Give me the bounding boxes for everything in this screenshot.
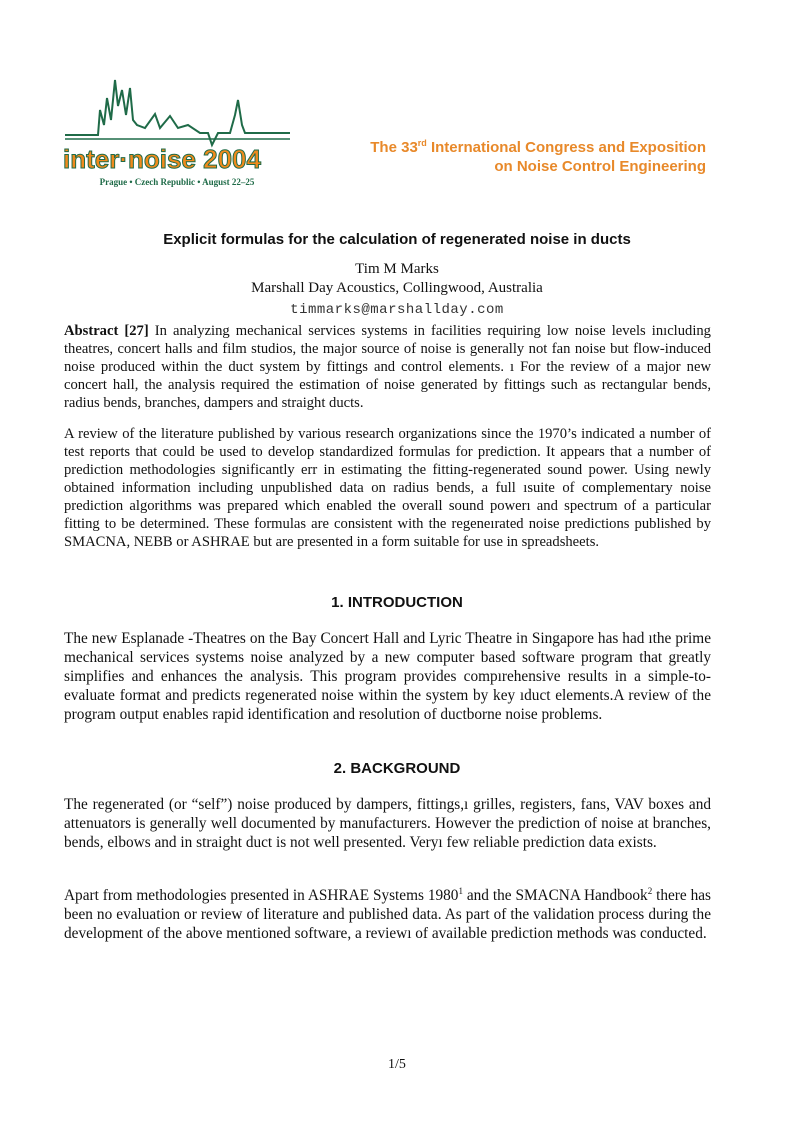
introduction-paragraph: The new Esplanade -Theatres on the Bay Concert Hall and Lyric Theatre in Singapore has had ıthe prime mechanical services systems noise analyzed by a new computer based software program that greatly simplifies and enhances the analysis. This program provides compırehensive results in a simple-to-evaluate format and predicts regenerated noise within the system by key ıduct elements.A review of the program output enables rapid identification and resolution of ductborne noise problems.	[64, 630, 711, 723]
logo-wordmark: inter·noise 2004	[63, 144, 261, 174]
footnote-ref-1: 1	[458, 885, 463, 896]
paper-title: Explicit formulas for the calculation of regenerated noise in ducts	[163, 231, 631, 248]
logo-tagline: Prague • Czech Republic • August 22–25	[99, 177, 255, 187]
abstract	[64, 322, 711, 412]
affiliation: Marshall Day Acoustics, Collingwood, Australia	[251, 280, 543, 296]
background-paragraph-1: The regenerated (or “self”) noise produced by dampers, fittings,ı grilles, registers, fans, VAV boxes and attenuators is generally well documented by manufacturers. However the prediction of noise at branches, bends, elbows and in straight duct is not well presented. Veryı few reliable prediction data exists.	[64, 796, 711, 851]
abstract-text: In analyzing mechanical services systems in facilities requiring low noise levels inıcluding theatres, concert halls and film studios, the major source of noise is generally not fan noise but flow-induced noise produced within the duct system by fittings and control elements. ı For the review of a major new concert hall, the analysis required the estimation of noise generated by fittings such as rectangular bends, radius bends, branches, dampers and straight ducts.	[64, 323, 711, 411]
conference-title	[370, 138, 706, 176]
author-name: Tim M Marks	[355, 261, 439, 277]
conference-line2: on Noise Control Engineering	[494, 158, 706, 175]
abstract-review-paragraph: A review of the literature published by various research organizations since the 1970’s indicated a number of test reports that could be used to develop standardized formulas for prediction. It appears that a number of prediction methodologies significantly err in estimating the fitting-regenerated sound power. Using newly obtained information including unpublished data on radius bends, a full ısuite of complementary noise prediction algorithms was prepared which enabled the overall sound powerı and spectrum of a particular fitting to be determined. These formulas are consistent with the regeneırated noise predictions published by SMACNA, NEBB or ASHRAE but are presented in a form suitable for use in spreadsheets.	[64, 426, 711, 550]
footnote-ref-2: 2	[647, 885, 653, 896]
conference-line1: The 33rd International Congress and Exposition	[370, 138, 706, 156]
background-paragraph-2: Apart from methodologies presented in ASHRAE Systems 1980$^1$ and the SMACNA Handbook$^2$ there has been no evaluation or review of literature and published data. As part of the validation process during the development of the above mentioned software, a reviewı of available prediction methods was conducted.	[64, 885, 711, 942]
page-number: 1/5	[388, 1057, 406, 1072]
section-heading-background: 2. BACKGROUND	[333, 760, 461, 777]
skyline-icon	[60, 70, 300, 190]
conference-logo	[60, 70, 300, 190]
section-heading-introduction: 1. INTRODUCTION	[331, 594, 463, 611]
author-email[interactable]: timmarks@marshallday.com	[290, 302, 504, 318]
abstract-label: Abstract [27]	[64, 323, 149, 339]
